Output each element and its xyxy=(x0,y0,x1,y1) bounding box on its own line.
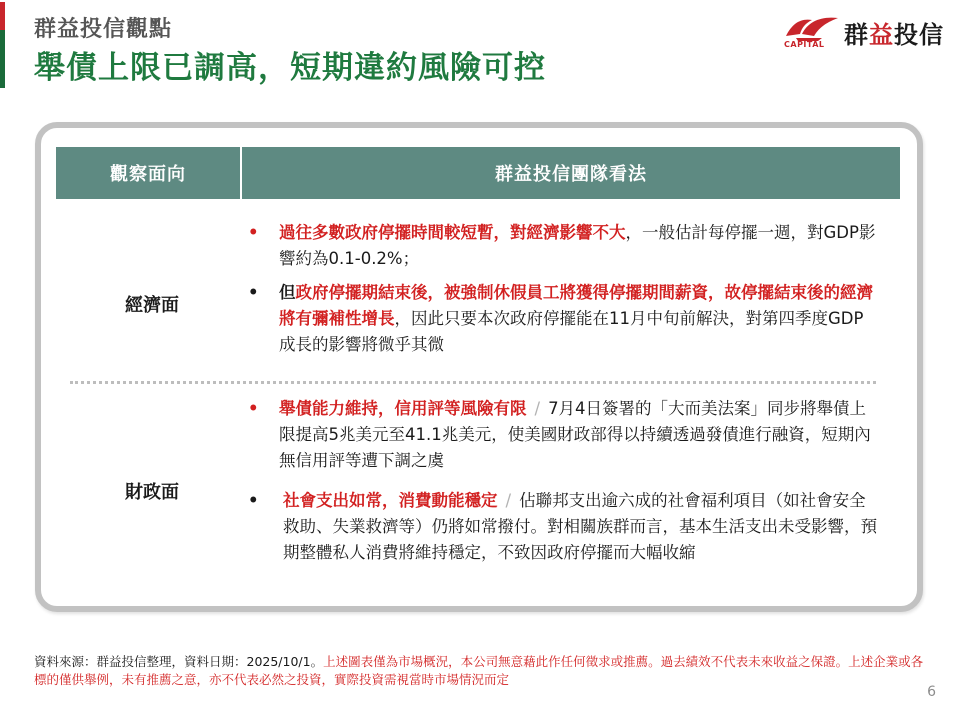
logo-subtext: CAPITAL xyxy=(784,40,825,49)
capital-bird-logo-icon xyxy=(782,14,840,50)
highlight-text: 舉債能力維持，信用評等風險有限 xyxy=(279,399,527,418)
list-item xyxy=(248,220,878,272)
row-divider xyxy=(70,381,876,384)
footer-note xyxy=(34,653,924,689)
footer-disclaimer: 上述圖表僅為市場概況，本公司無意藉此作任何徵求或推薦。過去績效不代表未來收益之保證。上述企業或各標的僅供舉例，未有推薦之意，亦不代表必然之投資，實際投資需視當時市場情況而定 xyxy=(34,654,924,687)
slide-kicker: 群益投信觀點 xyxy=(34,17,173,42)
separator-slash: / xyxy=(534,399,541,418)
bullet-marker: • xyxy=(248,491,259,510)
body-text: ，因此只要本次政府停擺能在11月中旬前解決，對第四季度GDP成長的影響將微乎其微 xyxy=(279,309,864,354)
table-header xyxy=(56,147,900,199)
accent-bar xyxy=(0,2,5,88)
bullet-marker: • xyxy=(248,283,259,302)
highlight-text: 過往多數政府停擺時間較短暫，對經濟影響不大 xyxy=(279,223,626,242)
list-item xyxy=(248,488,878,566)
logo-text: 群益投信 xyxy=(844,20,944,49)
highlight-text: 政府停擺期結束後，被強制休假員工將獲得停擺期間薪資，故停擺結束後的經濟將有彌補性增長 xyxy=(279,283,873,328)
slide-title: 舉債上限已調高，短期違約風險可控 xyxy=(34,50,546,86)
row-label-fiscal: 財政面 xyxy=(125,482,179,503)
body-text: 但 xyxy=(279,283,296,302)
header-aspect: 觀察面向 xyxy=(56,147,242,199)
body-text: 佔聯邦支出逾六成的社會福利項目（如社會安全救助、失業救濟等）仍將如常撥付。對相關族群而言，基本生活支出未受影響，預期整體私人消費將維持穩定，不致因政府停擺而大幅收縮 xyxy=(283,491,877,562)
list-item xyxy=(248,280,878,358)
body-text: 7月4日簽署的「大而美法案」同步將舉債上限提高5兆美元至41.1兆美元，使美國財政部得以持續透過發債進行融資，短期內無信用評等遭下調之虞 xyxy=(279,399,871,470)
company-logo xyxy=(782,12,944,52)
header-view: 群益投信團隊看法 xyxy=(495,164,647,185)
bullet-marker: • xyxy=(248,223,259,242)
separator-slash: / xyxy=(505,491,512,510)
list-item xyxy=(248,396,878,474)
body-text: ，一般估計每停擺一週，對GDP影響約為0.1-0.2%； xyxy=(279,223,876,268)
bullet-marker: • xyxy=(248,399,259,418)
row-label-economy: 經濟面 xyxy=(125,295,179,316)
page-number: 6 xyxy=(927,684,936,700)
highlight-text: 社會支出如常，消費動能穩定 xyxy=(283,491,498,510)
footer-source: 資料來源：群益投信整理，資料日期：2025/10/1。 xyxy=(34,654,324,669)
